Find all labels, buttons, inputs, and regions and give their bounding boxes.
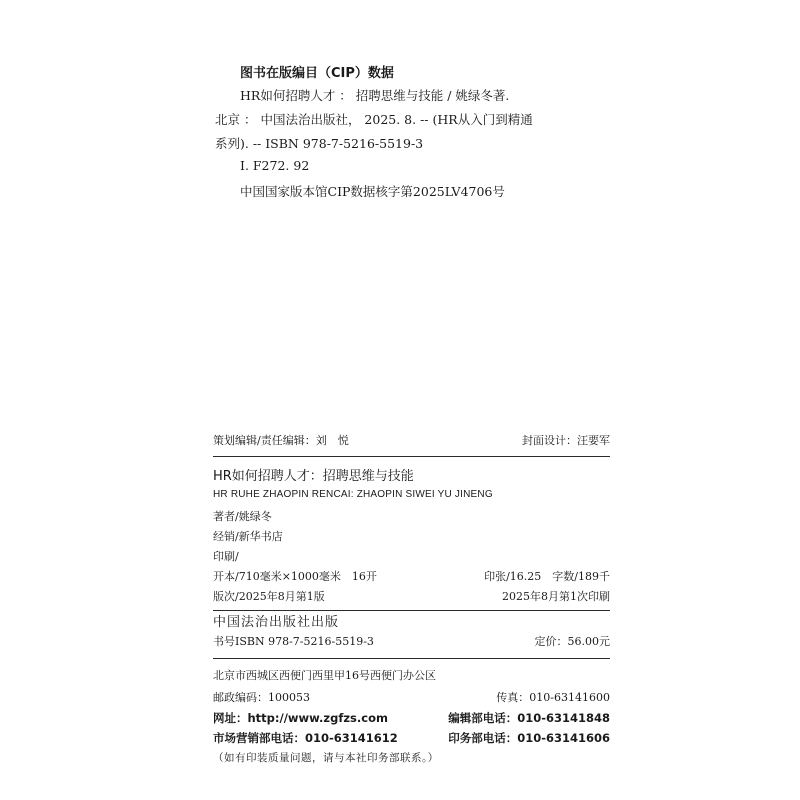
postcode: 邮政编码：100053 — [213, 691, 310, 704]
address: 北京市西城区西便门西里甲16号西便门办公区 — [213, 669, 436, 682]
price: 定价：56.00元 — [534, 635, 610, 648]
divider — [213, 658, 610, 659]
distributor: 经销/新华书店 — [213, 530, 283, 543]
printer: 印刷/ — [213, 550, 239, 563]
print-dept-phone: 印务部电话：010-63141606 — [448, 731, 610, 745]
quality-note: （如有印装质量问题，请与本社印务部联系。） — [213, 752, 439, 764]
sheets-and-words: 印张/16.25 字数/189千 — [484, 570, 610, 583]
book-title: HR如何招聘人才：招聘思维与技能 — [213, 469, 414, 484]
printing: 2025年8月第1次印刷 — [502, 590, 610, 603]
editorial-phone: 编辑部电话：010-63141848 — [448, 711, 610, 725]
editors: 策划编辑/责任编辑：刘 悦 — [213, 434, 349, 447]
divider — [213, 456, 610, 457]
pinyin-title: HR RUHE ZHAOPIN RENCAI: ZHAOPIN SIWEI YU JINENG — [213, 489, 493, 500]
cip-classification: Ⅰ. F272. 92 — [240, 158, 310, 173]
cip-line-3: 系列). -- ISBN 978-7-5216-5519-3 — [215, 136, 424, 151]
cip-line-1: HR如何招聘人才 ： 招聘思维与技能 / 姚绿冬著. — [240, 88, 510, 103]
cip-title: 图书在版编目（CIP）数据 — [240, 66, 394, 81]
fax: 传真：010-63141600 — [496, 691, 610, 704]
cip-record-number: 中国国家版本馆CIP数据核字第2025LV4706号 — [240, 184, 505, 199]
cip-line-2: 北京 ： 中国法治出版社， 2025. 8. -- (HR从入门到精通 — [215, 112, 533, 127]
format: 开本/710毫米×1000毫米 16开 — [213, 570, 377, 583]
cover-design: 封面设计：汪要军 — [522, 434, 610, 447]
publisher: 中国法治出版社出版 — [213, 615, 340, 630]
author: 著者/姚绿冬 — [213, 510, 272, 523]
isbn: 书号ISBN 978-7-5216-5519-3 — [213, 635, 374, 648]
website: 网址：http://www.zgfzs.com — [213, 711, 388, 725]
marketing-phone: 市场营销部电话：010-63141612 — [213, 731, 398, 745]
edition: 版次/2025年8月第1版 — [213, 590, 325, 603]
divider — [213, 610, 610, 611]
